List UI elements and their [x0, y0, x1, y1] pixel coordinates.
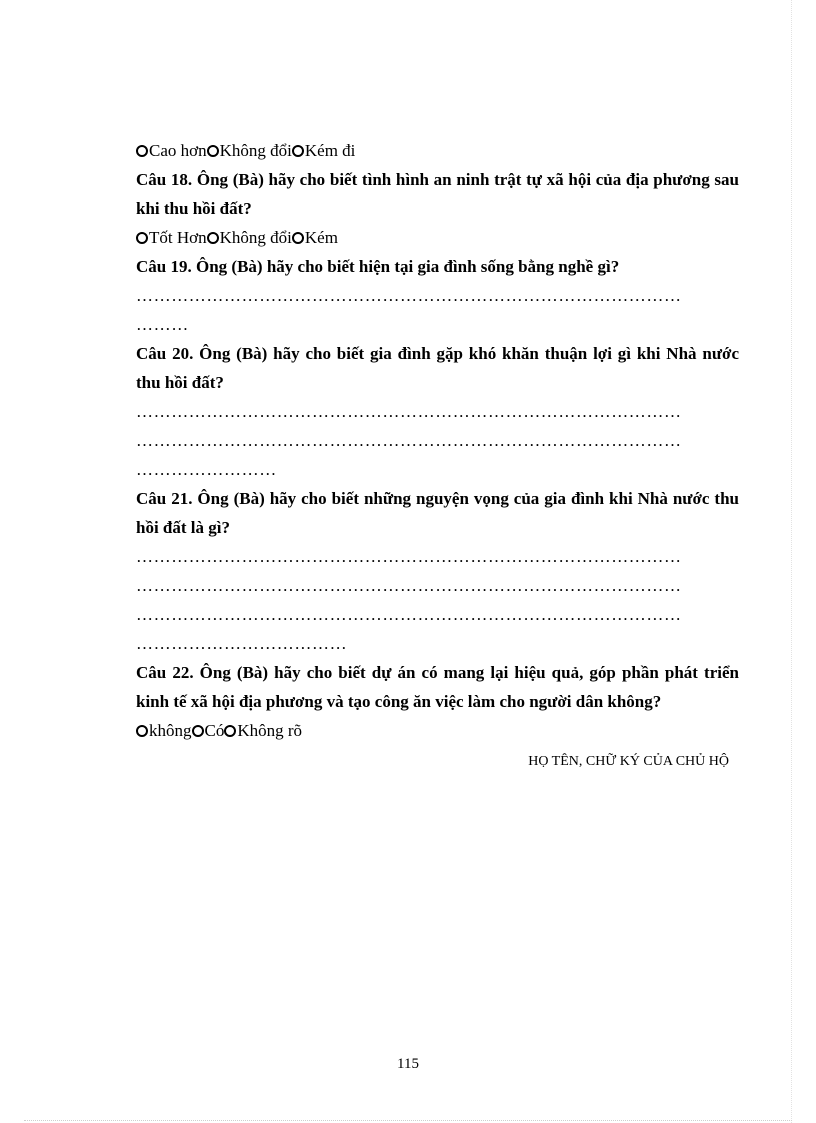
page-edge-rule — [791, 0, 792, 1123]
q18-options — [136, 223, 739, 252]
radio-icon[interactable] — [192, 725, 204, 737]
q17-options — [136, 136, 739, 165]
question-18: Câu 18. Ông (Bà) hãy cho biết tình hình an ninh trật tự xã hội của địa phương sau khi thu hồi đất? — [136, 170, 739, 218]
question-20: Câu 20. Ông (Bà) hãy cho biết gia đình gặp khó khăn thuận lợi gì khi Nhà nước thu hồi đất? — [136, 344, 739, 392]
q17-option[interactable]: Kém đi — [292, 136, 356, 165]
radio-icon[interactable] — [207, 232, 219, 244]
answer-blank-line[interactable]: ………………………………………………………………………………… — [136, 431, 682, 450]
radio-icon[interactable] — [136, 232, 148, 244]
page-number: 115 — [397, 1056, 419, 1072]
question-21: Câu 21. Ông (Bà) hãy cho biết những nguyện vọng của gia đình khi Nhà nước thu hồi đất là gì? — [136, 489, 739, 537]
radio-icon[interactable] — [224, 725, 236, 737]
radio-icon[interactable] — [292, 145, 304, 157]
q22-option[interactable]: không — [136, 716, 192, 745]
answer-blank-line[interactable]: ………………………………………………………………………………… — [136, 576, 682, 595]
answer-blank-line[interactable]: ………………………………………………………………………………… — [136, 605, 682, 624]
question-22: Câu 22. Ông (Bà) hãy cho biết dự án có mang lại hiệu quả, góp phần phát triển kinh tế xã hội địa phương và tạo công ăn việc làm cho người dân không? — [136, 663, 739, 711]
page-bottom-rule — [24, 1120, 792, 1121]
q17-option[interactable]: Không đổi — [207, 136, 292, 165]
radio-icon[interactable] — [207, 145, 219, 157]
radio-icon[interactable] — [136, 725, 148, 737]
q22-option[interactable]: Có — [192, 716, 225, 745]
q18-option[interactable]: Tốt Hơn — [136, 223, 207, 252]
radio-icon[interactable] — [136, 145, 148, 157]
survey-content — [136, 136, 739, 773]
q18-option[interactable]: Không đổi — [207, 223, 292, 252]
signature-label: HỌ TÊN, CHỮ KÝ CỦA CHỦ HỘ — [528, 754, 729, 769]
q17-option[interactable]: Cao hơn — [136, 136, 207, 165]
answer-blank-line[interactable]: …………………… — [136, 460, 277, 479]
q18-option[interactable]: Kém — [292, 223, 338, 252]
answer-blank-line[interactable]: ………………………………………………………………………………… — [136, 547, 682, 566]
answer-blank-line[interactable]: ……………………………… — [136, 634, 348, 653]
question-19: Câu 19. Ông (Bà) hãy cho biết hiện tại gia đình sống bằng nghề gì? — [136, 257, 620, 276]
q22-option[interactable]: Không rõ — [224, 716, 302, 745]
q22-options — [136, 716, 739, 745]
answer-blank-line[interactable]: ………………………………………………………………………………… — [136, 286, 682, 305]
answer-blank-line[interactable]: ……… — [136, 315, 189, 334]
radio-icon[interactable] — [292, 232, 304, 244]
answer-blank-line[interactable]: ………………………………………………………………………………… — [136, 402, 682, 421]
